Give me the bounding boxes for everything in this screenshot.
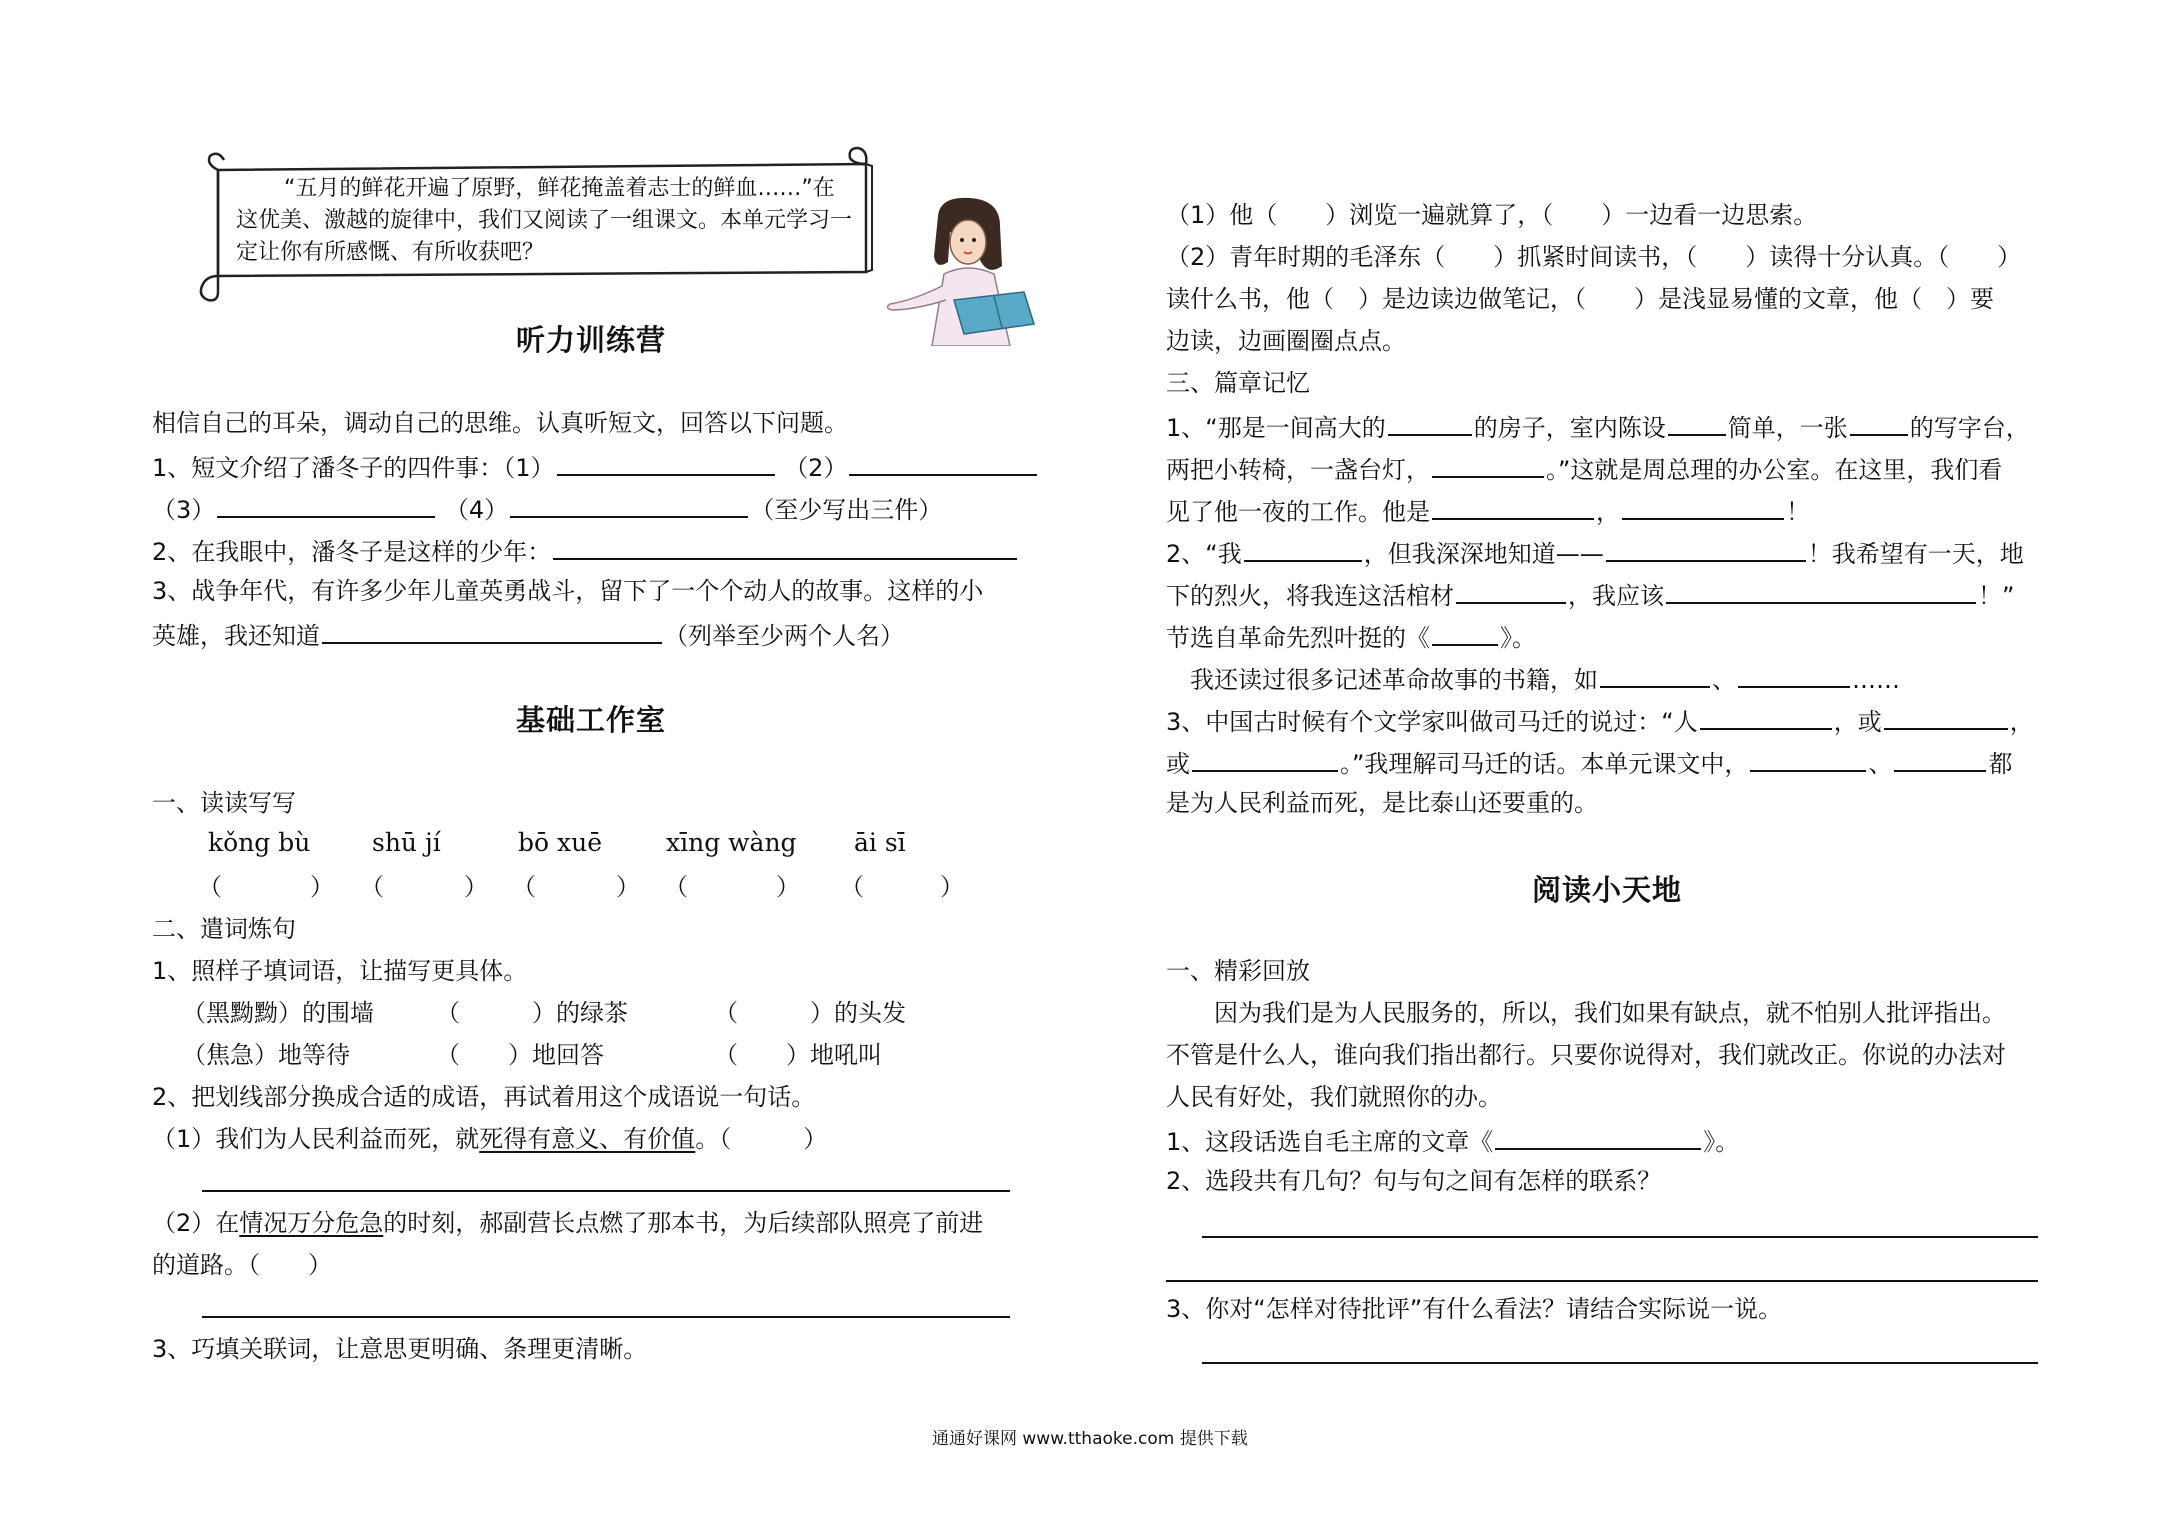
m2d: 下的烈火，将我连这活棺材 (1166, 582, 1454, 610)
m1b: 的房子，室内陈设 (1473, 414, 1666, 442)
answer-blank[interactable] (1432, 494, 1594, 520)
basics-q2-p1 (152, 1124, 827, 1154)
teacher-illustration (884, 196, 1060, 346)
listening-q2-label: 2、在我眼中，潘冬子是这样的少年： (152, 538, 552, 566)
reading-text-3: 人民有好处，我们就照你的办。 (1166, 1083, 1502, 1111)
pinyin-1: kǒng bù (208, 828, 311, 857)
pinyin-5: āi sī (854, 828, 906, 857)
answer-blank[interactable] (1388, 410, 1472, 436)
answer-line[interactable] (1166, 1280, 2038, 1282)
basics-section-1: 一、读读写写 (152, 789, 296, 817)
basics-q2-p2-cont: 的道路。（ ） (152, 1251, 332, 1279)
answer-blank[interactable] (557, 450, 775, 476)
m2b: ，但我深深地知道—— (1363, 540, 1604, 568)
answer-blank[interactable] (217, 492, 435, 518)
m1f: 。”这就是周总理的办公室。在这里，我们看 (1546, 456, 2003, 484)
bracket-close-3: ） (616, 873, 640, 901)
phrase-4: （焦急）地等待 (182, 1041, 350, 1069)
basics-q2-p2 (152, 1208, 983, 1238)
m3g: 都 (1988, 750, 2013, 778)
answer-blank[interactable] (1432, 620, 1498, 646)
listening-q2 (152, 534, 1019, 567)
m2c: ！我希望有一天，地 (1807, 540, 2024, 568)
intro-line-3: 定让你有所感慨、有所收获吧？ (236, 240, 545, 265)
basics-q2-p2-a: （2）在 (152, 1209, 240, 1237)
answer-blank[interactable] (1600, 662, 1710, 688)
conj-1: （1）他（ ）浏览一遍就算了，（ ）一边看一边思索。 (1166, 201, 1818, 229)
answer-blank[interactable] (1750, 746, 1866, 772)
listening-q3-line1: 3、战争年代，有许多少年儿童英勇战斗，留下了一个个动人的故事。这样的小 (152, 577, 984, 605)
m3c: ， (2009, 708, 2034, 736)
m2e: ，我应该 (1568, 582, 1664, 610)
m2g: 节选自革命先烈叶挺的《 (1166, 624, 1430, 652)
memory-2-line2 (1166, 578, 2014, 611)
reading-q3: 3、你对“怎样对待批评”有什么看法？请结合实际说一说。 (1166, 1295, 1783, 1323)
answer-blank[interactable] (322, 618, 662, 644)
listening-q3-label: 英雄，我还知道 (152, 622, 320, 650)
answer-line[interactable] (1202, 1236, 2038, 1238)
bracket-open-1: （ (198, 873, 222, 901)
listening-q1-label-2: （2） (784, 454, 848, 482)
answer-blank[interactable] (1192, 746, 1338, 772)
m1a: 1、“那是一间高大的 (1166, 414, 1386, 442)
m3b: ，或 (1833, 708, 1882, 736)
pinyin-2: shū jí (372, 828, 441, 857)
reading-text-2: 不管是什么人，谁向我们指出都行。只要你说得对，我们就改正。你说的办法对 (1166, 1041, 2006, 1069)
m1e: 两把小转椅，一盏台灯， (1166, 456, 1430, 484)
basics-q2-p1-a: （1）我们为人民利益而死，就 (152, 1125, 480, 1153)
bracket-open-5: （ (840, 873, 864, 901)
listening-q3-note: （列举至少两个人名） (664, 622, 904, 650)
bracket-close-2: ） (464, 873, 488, 901)
footer-credit: 通通好课网 www.tthaoke.com 提供下载 (932, 1429, 1248, 1449)
phrase-3: （ ）的头发 (714, 999, 906, 1027)
basics-q2-p1-b: 。（ ） (695, 1125, 828, 1153)
conj-3: 读什么书，他（ ）是边读边做笔记，（ ）是浅显易懂的文章，他（ ）要 (1166, 285, 1994, 313)
answer-blank[interactable] (1894, 746, 1986, 772)
memory-1-line1 (1166, 410, 2030, 443)
answer-line[interactable] (202, 1316, 1010, 1318)
m1i: ！ (1786, 498, 1810, 526)
answer-blank[interactable] (1244, 536, 1362, 562)
memory-3-line2 (1166, 746, 2012, 779)
listening-q1-label: 1、短文介绍了潘冬子的四件事：（1） (152, 454, 555, 482)
basics-q2-p2-b: 的时刻，郝副营长点燃了那本书，为后续部队照亮了前进 (383, 1209, 984, 1237)
answer-blank[interactable] (1456, 578, 1566, 604)
m2h: 》。 (1500, 624, 1536, 652)
bracket-close-4: ） (776, 873, 800, 901)
answer-line[interactable] (202, 1190, 1010, 1192)
m3f: 、 (1868, 750, 1893, 778)
memory-1-line3 (1166, 494, 1810, 527)
phrase-2: （ ）的绿茶 (436, 999, 628, 1027)
answer-blank[interactable] (1738, 662, 1850, 688)
basics-title: 基础工作室 (516, 703, 667, 737)
pinyin-4: xīng wàng (666, 828, 797, 857)
answer-blank[interactable] (1606, 536, 1806, 562)
reading-text-1: 因为我们是为人民服务的，所以，我们如果有缺点，就不怕别人批评指出。 (1214, 999, 2006, 1027)
memory-section: 三、篇章记忆 (1166, 369, 1310, 397)
answer-blank[interactable] (1668, 410, 1726, 436)
answer-blank[interactable] (510, 492, 748, 518)
memory-2-line3 (1166, 620, 1536, 653)
memory-2-line4 (1190, 662, 1900, 695)
reading-q1-b: 》。 (1703, 1128, 1740, 1156)
m2a: 2、“我 (1166, 540, 1242, 568)
answer-blank[interactable] (1432, 452, 1544, 478)
reading-title: 阅读小天地 (1532, 873, 1683, 907)
m2i: 我还读过很多记述革命故事的书籍，如 (1190, 666, 1598, 694)
answer-blank[interactable] (1884, 704, 2008, 730)
basics-q3: 3、巧填关联词，让意思更明确、条理更清晰。 (152, 1335, 648, 1363)
listening-instruction: 相信自己的耳朵，调动自己的思维。认真听短文，回答以下问题。 (152, 409, 848, 437)
listening-title: 听力训练营 (516, 323, 667, 357)
intro-line-2: 这优美、激越的旋律中，我们又阅读了一组课文。本单元学习一 (236, 208, 853, 233)
phrase-6: （ ）地吼叫 (714, 1041, 882, 1069)
basics-q1: 1、照样子填词语，让描写更具体。 (152, 957, 528, 985)
answer-blank[interactable] (553, 534, 1017, 560)
m2j: 、 (1712, 666, 1736, 694)
listening-q1-line1 (152, 450, 1039, 483)
listening-q3-line2 (152, 618, 904, 651)
phrase-5: （ ）地回答 (436, 1041, 604, 1069)
answer-blank[interactable] (849, 450, 1037, 476)
bracket-close-5: ） (940, 873, 964, 901)
intro-line-1: “五月的鲜花开遍了原野，鲜花掩盖着志士的鲜血……”在 (284, 176, 835, 201)
listening-q1-note: （至少写出三件） (750, 496, 943, 524)
reading-q1-a: 1、这段话选自毛主席的文章《 (1166, 1128, 1494, 1156)
m1g: 见了他一夜的工作。他是 (1166, 498, 1430, 526)
m3d: 或 (1166, 750, 1190, 778)
basics-q2-p2-underlined: 情况万分危急 (239, 1209, 384, 1237)
conj-4: 边读，边画圈圈点点。 (1166, 327, 1406, 355)
memory-3-line3: 是为人民利益而死，是比泰山还要重的。 (1166, 789, 1598, 817)
conj-2: （2）青年时期的毛泽东（ ）抓紧时间读书，（ ）读得十分认真。（ ） (1166, 243, 2022, 271)
m2f: ！” (1978, 582, 2015, 610)
m3a: 3、中国古时候有个文学家叫做司马迁的说过：“人 (1166, 708, 1698, 736)
listening-q1-line2 (152, 492, 942, 525)
reading-section-1: 一、精彩回放 (1166, 957, 1310, 985)
answer-blank[interactable] (1850, 410, 1908, 436)
m3e: 。”我理解司马迁的话。本单元课文中， (1340, 750, 1749, 778)
m1c: 简单，一张 (1727, 414, 1848, 442)
basics-section-2: 二、遣词炼句 (152, 915, 296, 943)
m1d: 的写字台， (1909, 414, 2030, 442)
memory-3-line1 (1166, 704, 2034, 737)
answer-blank[interactable] (1622, 494, 1784, 520)
basics-q2: 2、把划线部分换成合适的成语，再试着用这个成语说一句话。 (152, 1083, 816, 1111)
pinyin-3: bō xuē (518, 828, 602, 857)
phrase-1: （黑黝黝）的围墙 (182, 999, 374, 1027)
answer-blank[interactable] (1666, 578, 1976, 604)
m1h: ， (1596, 498, 1620, 526)
listening-q1-label-4: （4） (444, 496, 509, 524)
bracket-open-4: （ (664, 873, 688, 901)
bracket-open-3: （ (512, 873, 536, 901)
basics-q2-p1-underlined: 死得有意义、有价值 (479, 1125, 696, 1153)
m2k: …… (1852, 666, 1900, 694)
reading-q2: 2、选段共有几句？句与句之间有怎样的联系？ (1166, 1167, 1662, 1195)
reading-q1 (1166, 1124, 1739, 1157)
answer-blank[interactable] (1700, 704, 1832, 730)
bracket-close-1: ） (310, 873, 334, 901)
memory-1-line2 (1166, 452, 2002, 485)
answer-line[interactable] (1202, 1362, 2038, 1364)
memory-2-line1 (1166, 536, 2024, 569)
bracket-open-2: （ (360, 873, 384, 901)
answer-blank[interactable] (1495, 1124, 1701, 1150)
listening-q1-label-3: （3） (152, 496, 216, 524)
